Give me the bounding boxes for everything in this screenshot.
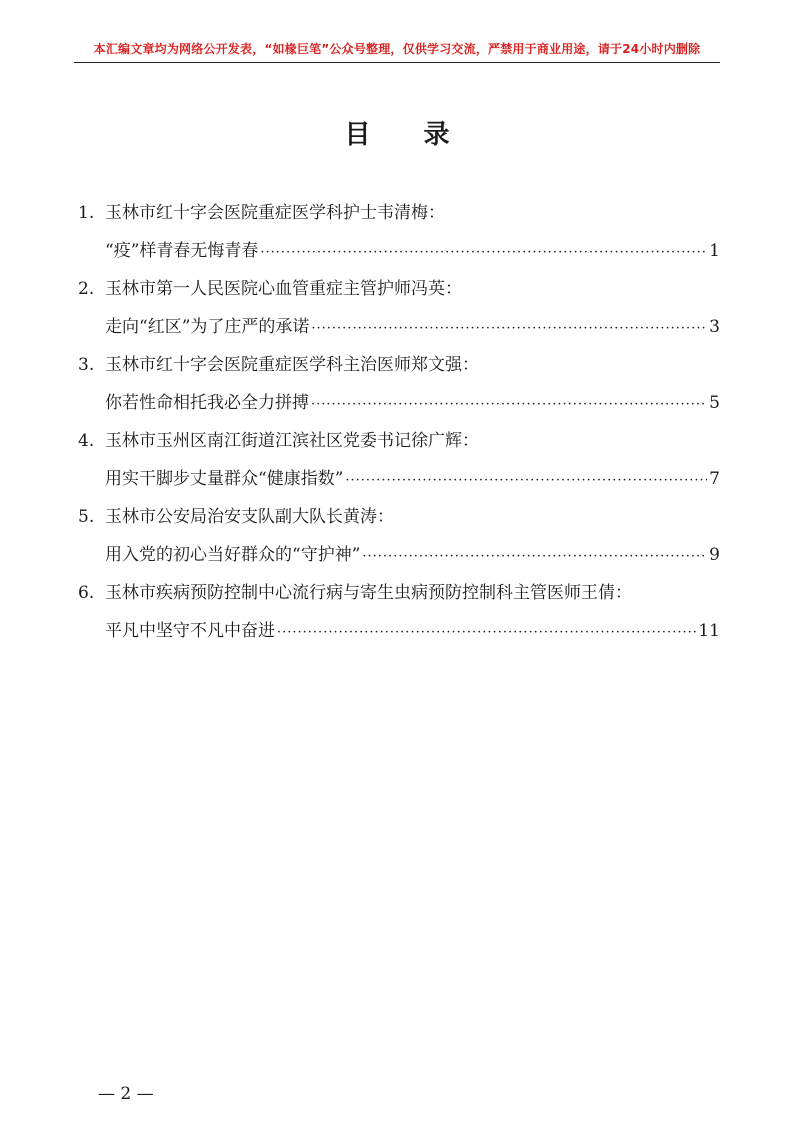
toc-entry-heading: 玉林市第一人民医院心血管重症主管护师冯英： (105, 279, 462, 299)
toc-entry-heading: 玉林市公安局治安支队副大队长黄涛： (105, 507, 394, 527)
toc-entry-number: 3. (78, 355, 95, 375)
toc-entry-5[interactable] (78, 502, 720, 578)
toc-entry-number: 2. (78, 279, 95, 299)
header-divider (74, 62, 720, 63)
dot-leader (345, 466, 707, 496)
toc-entry-page: 11 (698, 621, 720, 641)
toc-entry-page: 9 (709, 545, 720, 565)
toc-entry-4[interactable] (78, 426, 720, 502)
toc-entry-heading: 玉林市红十字会医院重症医学科主治医师郑文强： (105, 355, 479, 375)
dot-leader (362, 542, 707, 572)
toc-entry-number: 6. (78, 583, 95, 603)
toc-entry-6[interactable] (78, 578, 720, 654)
dot-leader (311, 314, 707, 344)
toc-entry-subtitle: 用实干脚步丈量群众“健康指数” (105, 469, 344, 489)
toc-entry-number: 5. (78, 507, 95, 527)
toc-entry-1[interactable] (78, 198, 720, 274)
toc-entry-page: 7 (709, 469, 720, 489)
toc-entry-heading: 玉林市疾病预防控制中心流行病与寄生虫病预防控制科主管医师王倩： (105, 583, 632, 603)
toc-entry-subtitle: 走向“红区”为了庄严的承诺 (105, 317, 310, 337)
dot-leader (260, 238, 707, 268)
toc-entry-2[interactable] (78, 274, 720, 350)
table-of-contents (78, 198, 720, 654)
toc-entry-heading: 玉林市红十字会医院重症医学科护士韦清梅： (105, 203, 445, 223)
toc-entry-page: 3 (709, 317, 720, 337)
dot-leader (311, 390, 707, 420)
toc-entry-subtitle: 你若性命相托我必全力拼搏 (105, 393, 309, 413)
page-title: 目 录 (344, 120, 472, 150)
toc-entry-subtitle: “疫”样青春无悔青春 (105, 241, 259, 261)
toc-entry-subtitle: 平凡中坚守不凡中奋进 (105, 621, 275, 641)
header-notice: 本汇编文章均为网络公开发表，“如椽巨笔”公众号整理，仅供学习交流，严禁用于商业用途，请于24小时内删除 (93, 42, 701, 56)
toc-entry-subtitle: 用入党的初心当好群众的“守护神” (105, 545, 361, 565)
toc-entry-3[interactable] (78, 350, 720, 426)
toc-entry-number: 4. (78, 431, 95, 451)
toc-entry-number: 1. (78, 203, 95, 223)
page-number: — 2 — (98, 1084, 154, 1104)
toc-entry-page: 1 (709, 241, 720, 261)
toc-entry-heading: 玉林市玉州区南江街道江滨社区党委书记徐广辉： (105, 431, 479, 451)
toc-entry-page: 5 (709, 393, 720, 413)
dot-leader (277, 618, 696, 648)
